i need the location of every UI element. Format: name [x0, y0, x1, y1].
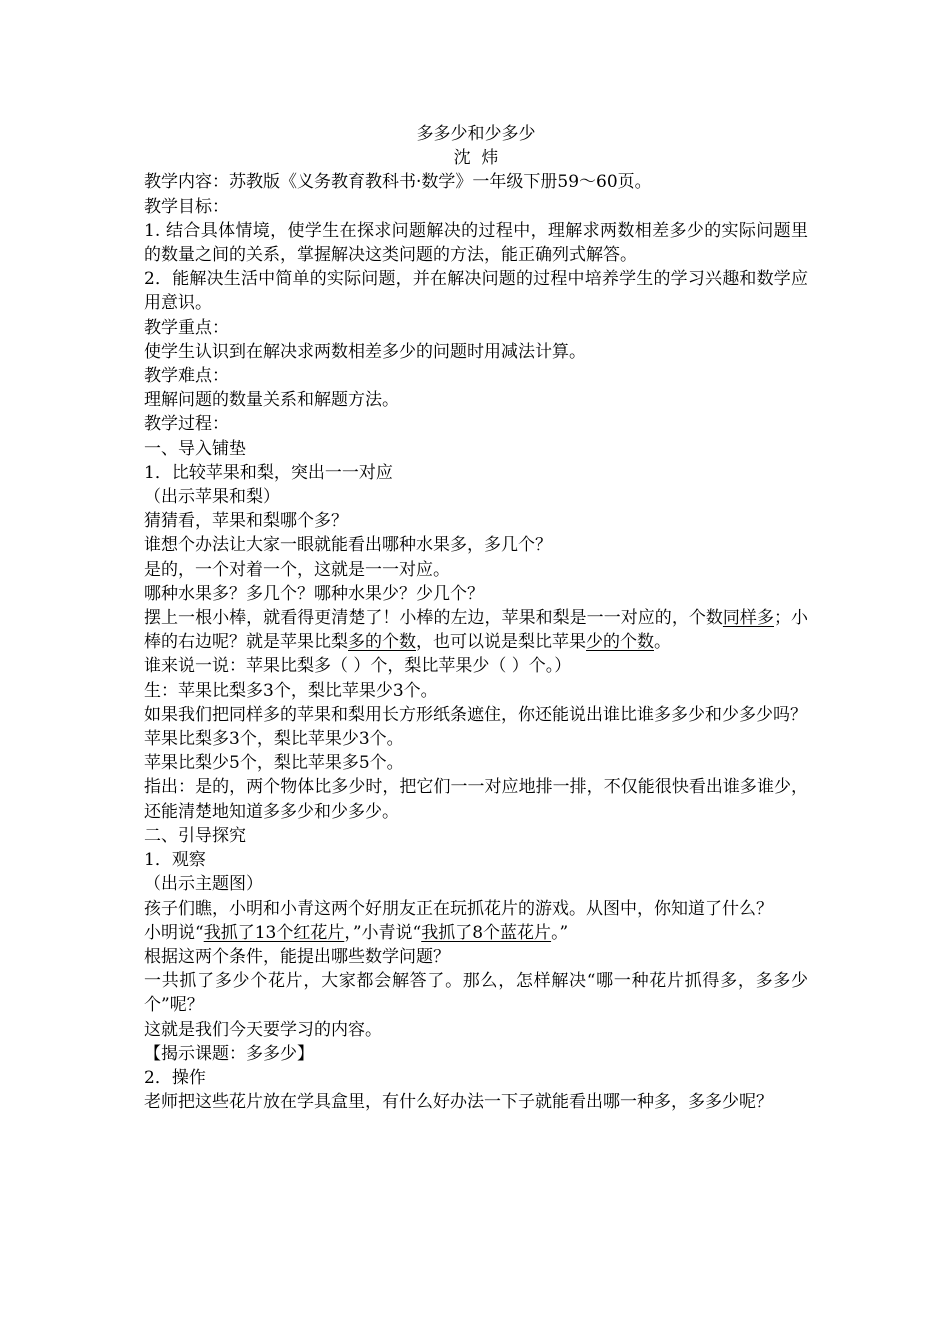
- paragraph: 1. 结合具体情境，使学生在探求问题解决的过程中，理解求两数相差多少的实际问题里的数量之间的关系，掌握解决这类问题的方法，能正确列式解答。: [144, 220, 808, 266]
- section-heading: 教学目标：: [144, 196, 229, 217]
- paragraph: 是的，一个对着一个，这就是一一对应。: [144, 559, 450, 580]
- text-run: 小明说“: [144, 922, 204, 943]
- paragraph: 指出：是的，两个物体比多少时，把它们一一对应地排一排，不仅能很快看出谁多谁少，还能清楚地知道多多少和少多少。: [144, 777, 808, 822]
- paragraph: 谁来说一说：苹果比梨多（ ）个，梨比苹果少（ ）个。）: [144, 656, 572, 677]
- paragraph: 谁想个办法让大家一眼就能看出哪种水果多，多几个？: [144, 535, 552, 556]
- paragraph: 教学内容：苏教版《义务教育教科书·数学》一年级下册59～60页。: [144, 172, 652, 193]
- paragraph: 孩子们瞧，小明和小青这两个好朋友正在玩抓花片的游戏。从图中，你知道了什么？: [144, 898, 773, 919]
- paragraph: 2．操作: [144, 1067, 206, 1088]
- paragraph: 2．能解决生活中简单的实际问题，并在解决问题的过程中培养学生的学习兴趣和数学应用意识。: [144, 269, 808, 314]
- underlined-text: 我抓了13个红花片: [203, 922, 345, 943]
- section-heading: 教学重点：: [144, 317, 229, 338]
- paragraph: 根据这两个条件，能提出哪些数学问题？: [144, 946, 450, 967]
- underlined-text: 同样多: [722, 608, 774, 629]
- paragraph: [144, 921, 808, 945]
- section-heading: 一、导入铺垫: [144, 438, 246, 459]
- text-run: 。”: [551, 922, 569, 943]
- document-title: 多多少和少多少: [416, 124, 536, 144]
- paragraph: 一共抓了多少个花片，大家都会解答了。那么，怎样解决“哪一种花片抓得多，多多少个”呢？: [144, 971, 808, 1016]
- paragraph: 【揭示课题：多多少】: [144, 1043, 314, 1064]
- paragraph: 苹果比梨多3个，梨比苹果少3个。: [144, 729, 404, 750]
- text-run: ，也可以说是梨比苹果: [416, 632, 586, 653]
- document-page: [144, 122, 808, 1114]
- paragraph: 哪种水果多？多几个？哪种水果少？少几个？: [144, 583, 484, 604]
- author-name: 沈 炜: [453, 148, 499, 169]
- paragraph: 这就是我们今天要学习的内容。: [144, 1019, 382, 1040]
- paragraph: 理解问题的数量关系和解题方法。: [144, 390, 399, 411]
- underlined-text: 我抓了8个蓝花片: [421, 922, 552, 943]
- underlined-text: 少的个数: [586, 632, 654, 653]
- paragraph: 老师把这些花片放在学具盒里，有什么好办法一下子就能看出哪一种多，多多少呢？: [144, 1092, 773, 1113]
- text-run: 。: [654, 632, 671, 653]
- paragraph: 生：苹果比梨多3个，梨比苹果少3个。: [144, 680, 438, 701]
- paragraph: 1．观察: [144, 850, 206, 871]
- section-heading: 教学难点：: [144, 366, 229, 387]
- text-run: 摆上一根小棒，就看得更清楚了！小棒的左边，苹果和梨是一一对应的，个数: [144, 608, 723, 629]
- section-heading: 二、引导探究: [144, 825, 246, 846]
- paragraph: 使学生认识到在解决求两数相差多少的问题时用减法计算。: [144, 341, 586, 362]
- paragraph: 猜猜看，苹果和梨哪个多？: [144, 511, 348, 532]
- paragraph: （出示苹果和梨）: [144, 487, 280, 508]
- text-run: ，”小青说“: [344, 922, 422, 943]
- paragraph: [144, 606, 808, 654]
- paragraph: （出示主题图）: [144, 874, 263, 895]
- section-heading: 教学过程：: [144, 414, 229, 435]
- paragraph: 1．比较苹果和梨，突出一一对应: [144, 462, 393, 483]
- underlined-text: 多的个数: [348, 632, 416, 653]
- text-run: ；小棒的右边呢？就是苹果比梨: [144, 608, 809, 653]
- paragraph: 苹果比梨少5个，梨比苹果多5个。: [144, 753, 404, 774]
- paragraph: 如果我们把同样多的苹果和梨用长方形纸条遮住，你还能说出谁比谁多多少和少多少吗？: [144, 704, 807, 725]
